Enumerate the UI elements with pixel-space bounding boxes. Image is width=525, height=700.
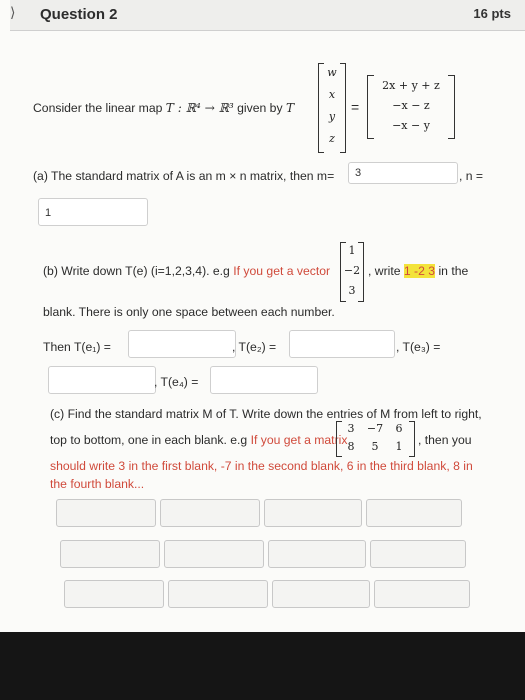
vector-entry-w: w — [327, 66, 337, 79]
intro-prefix: Consider the linear map — [33, 101, 166, 115]
example-matrix-cell-2-3: 1 — [395, 440, 403, 453]
chevron-left-icon: ⟩ — [10, 4, 16, 20]
example-vector-entry-3: 3 — [348, 284, 356, 297]
example-matrix-cell-1-2: −7 — [366, 422, 384, 435]
part-b-line2: blank. There is only one space between each number. — [43, 305, 335, 319]
part-c-line1: (c) Find the standard matrix M of T. Write down the entries of M from left to right, — [50, 407, 482, 421]
t-e3-input[interactable] — [48, 366, 156, 394]
output-entry-2: −x − z — [392, 99, 430, 112]
part-c-example-label: If you get a matrix — [250, 433, 348, 447]
t-e3-label: , T(e₃) = — [396, 340, 441, 354]
part-c-line3: should write 3 in the first blank, -7 in the second blank, 6 in the third blank, 8 in — [50, 459, 473, 473]
output-entry-3: −x − y — [392, 119, 430, 132]
output-entry-1: 2x + y + z — [382, 79, 440, 92]
part-c-line2-suffix: , then you — [418, 433, 472, 447]
part-b-example-label: If you get a vector — [233, 264, 331, 278]
n-label: , n = — [459, 169, 484, 183]
m-answer-input[interactable]: 3 — [348, 162, 458, 184]
part-b-text1b: ) (i=1,2,3,4). e.g — [143, 264, 234, 278]
matrix-answer-input-6[interactable] — [164, 540, 264, 568]
example-vector-entry-1: 1 — [348, 244, 356, 257]
example-matrix-cell-2-1: 8 — [347, 440, 355, 453]
vector-entry-x: x — [328, 88, 336, 101]
matrix-answer-input-4[interactable] — [366, 499, 462, 527]
n-answer-input[interactable]: 1 — [38, 198, 148, 226]
matrix-answer-input-9[interactable] — [64, 580, 164, 608]
intro-map: T : ℝ⁴ → ℝ³ — [165, 101, 234, 115]
t-e2-input[interactable] — [289, 330, 395, 358]
part-b-write — [368, 264, 468, 278]
t-e1-label: Then T(e₁) = — [43, 340, 111, 354]
write-suffix: in the — [435, 264, 469, 278]
matrix-answer-input-8[interactable] — [370, 540, 466, 568]
part-b-line1 — [43, 264, 330, 278]
write-label: , write — [368, 264, 404, 278]
intro-t: T — [285, 101, 295, 115]
part-a-text: (a) The standard matrix of A is an m × n matrix, then m= — [33, 169, 335, 183]
example-matrix-cell-1-1: 3 — [347, 422, 355, 435]
matrix-answer-input-7[interactable] — [268, 540, 366, 568]
vector-entry-y: y — [328, 110, 336, 123]
part-c-line2-prefix: top to bottom, one in each blank. e.g — [50, 433, 251, 447]
question-points: 16 pts — [473, 6, 511, 21]
part-c-line2 — [50, 433, 347, 447]
vector-entry-z: z — [329, 132, 335, 145]
matrix-answer-input-12[interactable] — [374, 580, 470, 608]
example-matrix-right-bracket — [409, 421, 415, 457]
part-b-text1: (b) Write down T(e — [43, 264, 144, 278]
example-vector-entry-2: −2 — [343, 264, 361, 277]
part-c-line4: the fourth blank... — [50, 477, 145, 491]
t-e4-input[interactable] — [210, 366, 318, 394]
intro-suffix: given by — [233, 101, 286, 115]
t-e1-input[interactable] — [128, 330, 236, 358]
matrix-answer-input-10[interactable] — [168, 580, 268, 608]
equals-sign: = — [351, 99, 360, 115]
write-value: 1 -2 3 — [403, 264, 436, 278]
matrix-answer-input-2[interactable] — [160, 499, 260, 527]
question-header — [10, 0, 525, 31]
t-e4-label: , T(e₄) = — [154, 375, 199, 389]
matrix-answer-input-1[interactable] — [56, 499, 156, 527]
monitor-bezel — [0, 632, 525, 700]
matrix-answer-input-11[interactable] — [272, 580, 370, 608]
intro-text — [33, 101, 294, 115]
example-matrix-cell-1-3: 6 — [395, 422, 403, 435]
matrix-answer-input-5[interactable] — [60, 540, 160, 568]
t-e2-label: , T(e₂) = — [232, 340, 277, 354]
example-matrix-cell-2-2: 5 — [371, 440, 379, 453]
question-title: Question 2 — [40, 6, 118, 23]
matrix-answer-input-3[interactable] — [264, 499, 362, 527]
